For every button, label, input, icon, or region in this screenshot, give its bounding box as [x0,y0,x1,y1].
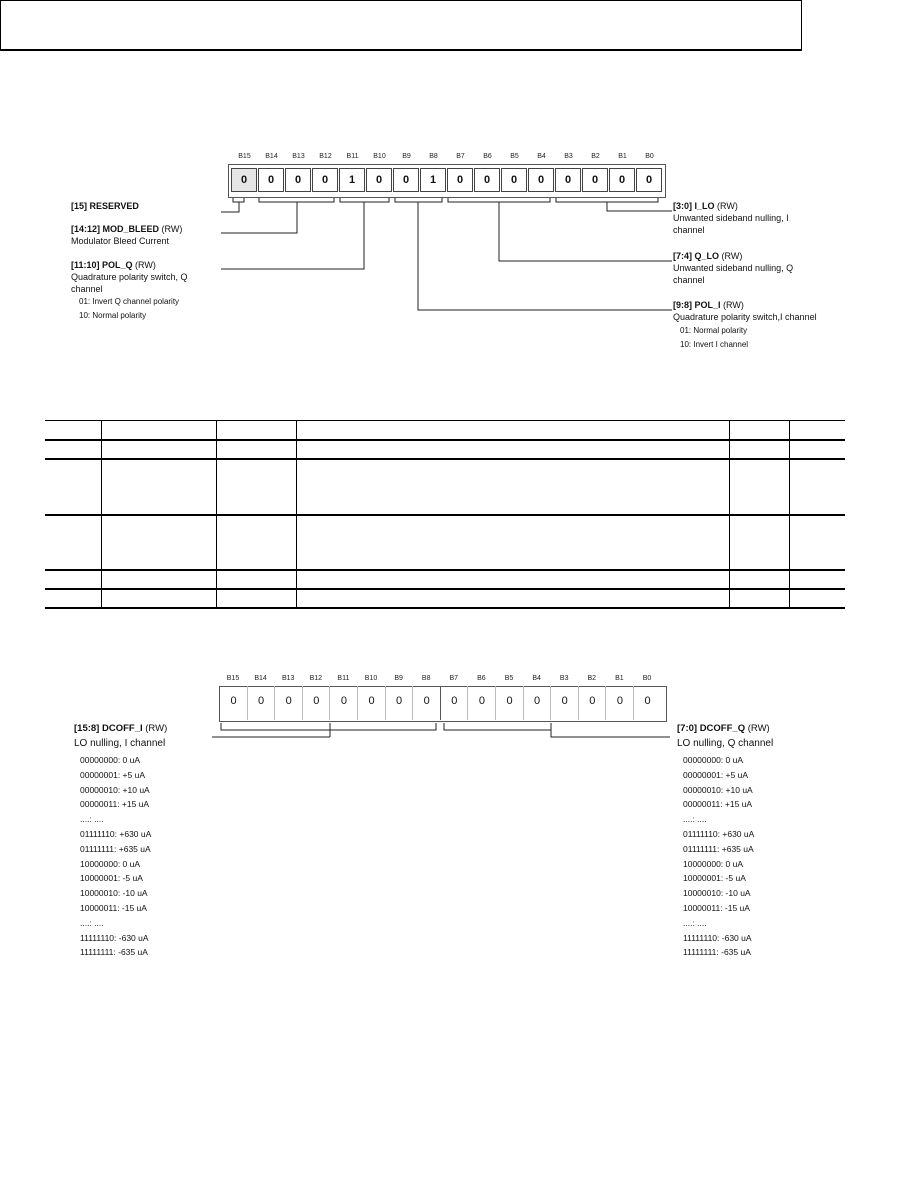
bit-divider [412,686,413,720]
field-value-option: 00000000: 0 uA [683,755,744,765]
table-col-divider [789,420,790,609]
bit-value-cell: 0 [474,168,500,192]
field-option: 01: Invert Q channel polarity [79,297,180,306]
bit-label: B7 [456,153,465,160]
bit-label: B8 [421,675,431,682]
field-description: Modulator Bleed Current [71,236,170,246]
bit-value-cell: 0 [258,695,265,707]
bit-value-cell: 0 [644,695,651,707]
table-col-divider [729,420,730,609]
field-name-text: [7:4] Q_LO [673,251,720,261]
field-access: (RW) [135,260,156,270]
field-description: channel [71,284,103,294]
bit-label: B10 [364,675,378,682]
field-description: Quadrature polarity switch,I channel [673,312,817,322]
field-access: (RW) [747,723,770,734]
bit-label: B0 [645,153,654,160]
bit-value-cell: 0 [561,695,568,707]
bit-label: B9 [402,153,411,160]
bit-divider [329,686,330,720]
bit-divider [495,686,496,720]
register-table [45,420,845,610]
field-name-text: [15] RESERVED [71,201,139,211]
bit-label: B7 [449,675,459,682]
bit-divider [467,686,468,720]
bit-label: B5 [504,675,514,682]
table-rule-row4 [45,588,845,590]
bit-divider [550,686,551,720]
field-option: 01: Normal polarity [680,326,748,335]
bit-value-cell: 0 [366,168,392,192]
field-name [71,260,156,270]
field-value-option: 00000011: +15 uA [80,799,150,810]
field-access: (RW) [145,723,168,734]
bit-value-cell: 0 [393,168,419,192]
table-rule-row2 [45,514,845,516]
field-value-option: 11111111: -635 uA [80,947,148,958]
line-dcoff-q [551,723,670,737]
field-value-option: 10000010: -10 uA [683,888,751,899]
bit-divider [385,686,386,720]
bit-label: B1 [615,675,624,682]
bit-value-cell: 0 [258,168,284,192]
field-name-text: [9:8] POL_I [673,300,721,310]
bit-label: B12 [309,675,323,682]
field-description: channel [673,225,705,235]
field-option: 10: Invert I channel [680,340,749,349]
bit-value-cell: 0 [231,168,257,192]
field-value-option: 01111111: +635 uA [80,843,151,854]
field-name-text: [15:8] DCOFF_I [74,723,143,734]
line-mod-bleed [221,202,297,233]
bit-value-cell: 0 [636,168,662,192]
bit-value-cell: 0 [313,695,320,707]
field-value-option: ....: .... [80,814,104,825]
field-value-option: 10000000: 0 uA [80,858,141,869]
bit-label: B2 [591,153,600,160]
bit-label: B10 [373,153,386,160]
bit-value-cell: 0 [582,168,608,192]
field-value-option: 00000001: +5 uA [80,769,145,780]
table-col-divider [216,420,217,609]
field-name-text: [11:10] POL_Q [71,260,133,270]
bit-divider [302,686,303,720]
bit-divider [633,686,634,720]
table-rule-top [45,420,845,421]
bit-divider [274,686,275,720]
field-name [71,201,139,211]
field-value-option: 10000001: -5 uA [683,873,746,884]
field-value-option: 01111110: +630 uA [80,829,152,839]
field-name [673,251,742,261]
field-name-text: [14:12] MOD_BLEED [71,224,160,234]
bit-divider [605,686,606,720]
field-value-option: 11111110: -630 uA [80,932,149,943]
field-value-option: 01111110: +630 uA [683,829,755,839]
field-name-text: [7:0] DCOFF_Q [677,723,746,734]
field-description: LO nulling, Q channel [677,738,774,749]
field-value-option: 11111111: -635 uA [683,947,751,958]
table-col-divider [296,420,297,609]
field-value-option: 00000011: +15 uA [683,799,753,810]
bit-label: B3 [559,675,569,682]
bit-divider [247,686,248,720]
bit-value-cell: 0 [312,168,338,192]
bit-value-cell: 0 [478,695,485,707]
table-rule-row3 [45,569,845,571]
bit-value-cell: 0 [451,695,458,707]
bit-label: B13 [281,675,295,682]
bit-value-cell: 0 [528,168,554,192]
bit-label: B12 [319,153,332,160]
bit-label: B9 [394,675,403,682]
bit-value-cell: 0 [368,695,375,707]
field-value-option: 10000011: -15 uA [683,903,750,913]
table-rule-bottom [45,607,845,609]
line-pol-q [221,202,364,269]
bit-label: B1 [618,153,627,160]
field-value-option: 00000000: 0 uA [80,755,141,765]
bit-value-cell: 0 [616,695,623,707]
bit-value-cell: 0 [396,695,403,707]
bit-value-cell: 0 [589,695,596,707]
bit-label: B5 [510,153,519,160]
field-value-option: ....: .... [80,917,104,928]
field-description: Unwanted sideband nulling, I [673,213,789,223]
bit-label: B4 [532,675,541,682]
bit-label: B11 [337,675,350,682]
line-i-lo [607,202,672,211]
table-rule-header [45,439,845,441]
bit-label: B4 [537,153,546,160]
field-access: (RW) [723,300,744,310]
bit-label: B14 [265,153,278,160]
line-pol-i [418,202,672,310]
field-value-option: 01111111: +635 uA [683,843,754,854]
brace-dcoff-i-left [221,723,330,737]
field-description: Quadrature polarity switch, Q [71,272,188,282]
bit-label: B11 [346,153,359,160]
field-value-option: 10000000: 0 uA [683,858,744,869]
bit-value-cell: 0 [447,168,473,192]
bit-label: B6 [477,675,486,682]
bit-label: B6 [483,153,492,160]
field-name [71,224,182,234]
field-access: (RW) [721,251,743,261]
bit-value-cell: 0 [285,695,292,707]
bit-label: B8 [429,153,438,160]
brace-dcoff-q-left [444,723,551,730]
field-value-option: 10000010: -10 uA [80,888,148,899]
bit-value-cell: 1 [339,168,365,192]
bit-label: B3 [564,153,573,160]
field-name [673,300,744,310]
table-col-divider [101,420,102,609]
table-rule-row1 [45,458,845,460]
bit-label: B14 [254,675,267,682]
field-name [74,723,167,734]
bit-value-cell: 0 [340,695,347,707]
bit-divider [357,686,358,720]
bit-label: B15 [226,675,240,682]
line-reserved [221,202,239,212]
field-description: LO nulling, I channel [74,738,166,749]
field-value-option: 11111110: -630 uA [683,932,752,943]
field-name-text: [3:0] I_LO [673,201,715,211]
bit-divider [578,686,579,720]
field-value-option: 10000001: -5 uA [80,873,143,884]
bit-value-cell: 0 [423,695,430,707]
field-value-option: 00000010: +10 uA [683,784,753,795]
bit-value-cell: 0 [534,695,541,707]
bit-value-cell: 0 [506,695,513,707]
field-description: Unwanted sideband nulling, Q [673,263,794,273]
field-value-option: 00000001: +5 uA [683,769,748,780]
bit-divider [523,686,524,720]
field-name [677,723,770,734]
bit-value-cell: 0 [501,168,527,192]
field-value-option: 00000010: +10 uA [80,784,150,795]
field-value-option: ....: .... [683,814,707,825]
brace-dcoff-i-right [330,723,436,730]
field-description: channel [673,275,705,285]
bit-value-cell: 1 [420,168,446,192]
bit-label: B13 [292,153,305,160]
field-option: 10: Normal polarity [79,311,147,320]
bit-label: B2 [587,675,597,682]
bit-value-cell: 0 [555,168,581,192]
field-value-option: ....: .... [683,917,707,928]
bit-divider [440,686,441,720]
field-access: (RW) [717,201,738,211]
field-name [673,201,738,211]
field-value-option: 10000011: -15 uA [80,903,147,913]
bit-value-cell: 0 [609,168,635,192]
bit-value-cell: 0 [230,695,237,707]
field-access: (RW) [161,224,183,234]
bit-value-cell: 0 [285,168,311,192]
bit-label: B15 [238,153,251,160]
bit-label: B0 [642,675,652,682]
